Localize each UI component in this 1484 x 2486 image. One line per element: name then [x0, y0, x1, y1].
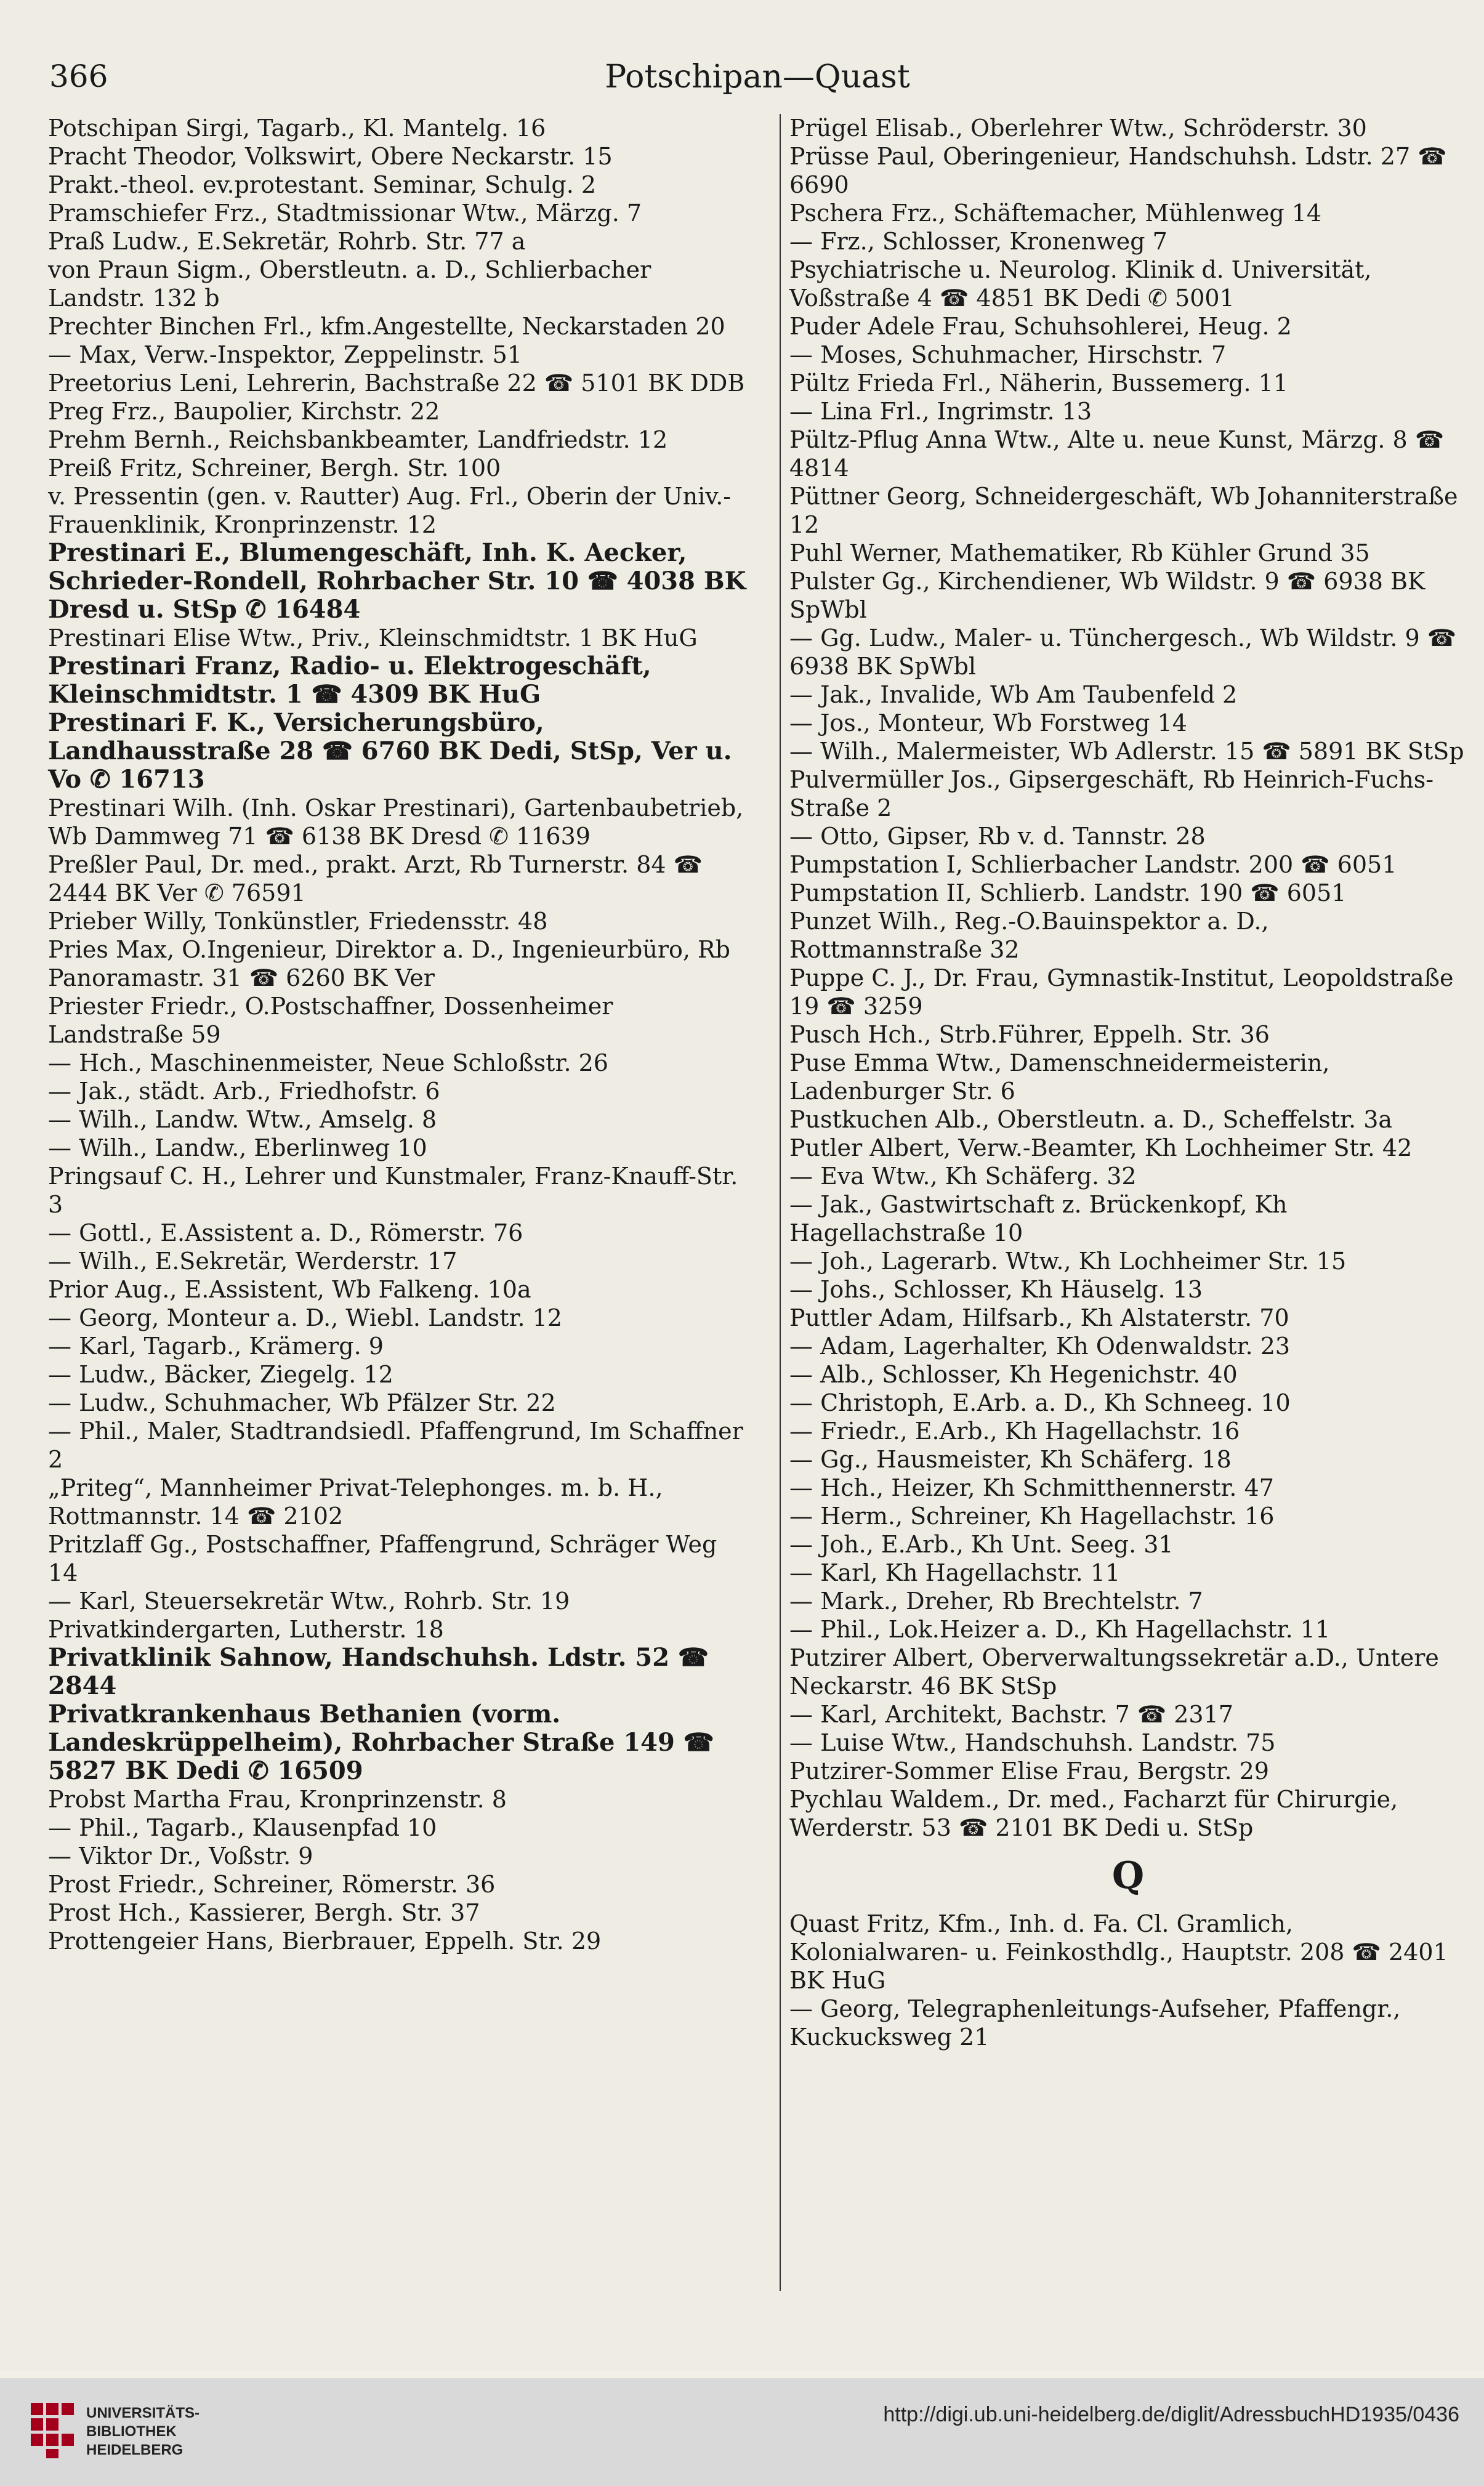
directory-entry: — Moses, Schuhmacher, Hirschstr. 7: [789, 341, 1227, 368]
directory-entry: Prakt.-theol. ev.protestant. Seminar, Schulg. 2: [48, 171, 597, 198]
directory-entry: Punzet Wilh., Reg.-O.Bauinspektor a. D., Rottmannstraße 32: [789, 908, 1269, 963]
directory-entry: — Joh., Lagerarb. Wtw., Kh Lochheimer Str. 15: [789, 1248, 1347, 1275]
directory-entry: — Viktor Dr., Voßstr. 9: [48, 1842, 313, 1870]
library-name-line: BIBLIOTHEK: [86, 2423, 177, 2440]
directory-entry: Pulvermüller Jos., Gipsergeschäft, Rb Heinrich-Fuchs-Straße 2: [789, 766, 1434, 821]
directory-entry: Psychiatrische u. Neurolog. Klinik d. Universität, Voßstraße 4 ☎ 4851 BK Dedi ✆ 5001: [789, 256, 1372, 312]
directory-entry: — Phil., Tagarb., Klausenpfad 10: [48, 1814, 437, 1841]
directory-entry: — Georg, Monteur a. D., Wiebl. Landstr. 12: [48, 1304, 562, 1331]
directory-entry: Pulster Gg., Kirchendiener, Wb Wildstr. 9 ☎ 6938 BK SpWbl: [789, 568, 1426, 623]
directory-entry: Pramschiefer Frz., Stadtmissionar Wtw., Märzg. 7: [48, 200, 642, 227]
library-name-line: UNIVERSITÄTS-: [86, 2405, 200, 2421]
directory-entry: Pustkuchen Alb., Oberstleutn. a. D., Scheffelstr. 3a: [789, 1106, 1393, 1133]
library-logo-icon: [31, 2403, 74, 2458]
directory-entry: — Johs., Schlosser, Kh Häuselg. 13: [789, 1276, 1203, 1303]
directory-entry: Potschipan Sirgi, Tagarb., Kl. Mantelg. 16: [48, 115, 546, 142]
directory-entry: — Gg., Hausmeister, Kh Schäferg. 18: [789, 1446, 1232, 1473]
directory-entry: Pschera Frz., Schäftemacher, Mühlenweg 14: [789, 200, 1322, 227]
directory-entry: Putzirer-Sommer Elise Frau, Bergstr. 29: [789, 1758, 1269, 1785]
directory-entry: Preetorius Leni, Lehrerin, Bachstraße 22 ☎ 5101 BK DDB: [48, 369, 745, 397]
directory-entry: Privatklinik Sahnow, Handschuhsh. Ldstr. 52 ☎ 2844: [48, 1643, 709, 1700]
directory-entry: — Gg. Ludw., Maler- u. Tünchergesch., Wb Wildstr. 9 ☎ 6938 BK SpWbl: [789, 624, 1457, 680]
directory-entry: Prottengeier Hans, Bierbrauer, Eppelh. Str. 29: [48, 1927, 602, 1955]
directory-entry: Prestinari Elise Wtw., Priv., Kleinschmidtstr. 1 BK HuG: [48, 624, 698, 652]
directory-entry: — Herm., Schreiner, Kh Hagellachstr. 16: [789, 1503, 1275, 1530]
directory-entry: Pychlau Waldem., Dr. med., Facharzt für Chirurgie, Werderstr. 53 ☎ 2101 BK Dedi u. StSp: [789, 1786, 1398, 1841]
directory-entry: von Praun Sigm., Oberstleutn. a. D., Schlierbacher Landstr. 132 b: [48, 256, 651, 312]
directory-entry: — Ludw., Bäcker, Ziegelg. 12: [48, 1361, 393, 1388]
directory-entry: — Max, Verw.-Inspektor, Zeppelinstr. 51: [48, 341, 522, 368]
directory-entry: Prehm Bernh., Reichsbankbeamter, Landfriedstr. 12: [48, 426, 668, 453]
directory-entry: Pumpstation II, Schlierb. Landstr. 190 ☎ 6051: [789, 879, 1347, 906]
footer-bar: [0, 2378, 1484, 2486]
directory-entry: Prestinari Franz, Radio- u. Elektrogeschäft, Kleinschmidtstr. 1 ☎ 4309 BK HuG: [48, 652, 651, 709]
directory-entry: Prieber Willy, Tonkünstler, Friedensstr. 48: [48, 908, 548, 935]
directory-entry: — Ludw., Schuhmacher, Wb Pfälzer Str. 22: [48, 1389, 556, 1416]
directory-entry: Prior Aug., E.Assistent, Wb Falkeng. 10a: [48, 1276, 531, 1303]
directory-entry: — Wilh., Malermeister, Wb Adlerstr. 15 ☎ 5891 BK StSp: [789, 738, 1464, 765]
directory-entry: Preiß Fritz, Schreiner, Bergh. Str. 100: [48, 454, 501, 482]
directory-entry: — Joh., E.Arb., Kh Unt. Seeg. 31: [789, 1531, 1174, 1558]
directory-entry: Preg Frz., Baupolier, Kirchstr. 22: [48, 398, 440, 425]
directory-entry: — Karl, Tagarb., Krämerg. 9: [48, 1333, 384, 1360]
directory-entry: — Phil., Lok.Heizer a. D., Kh Hagellachstr. 11: [789, 1616, 1331, 1643]
directory-entry: Püttner Georg, Schneidergeschäft, Wb Johanniterstraße 12: [789, 483, 1458, 538]
directory-entry: Praß Ludw., E.Sekretär, Rohrb. Str. 77 a: [48, 228, 526, 255]
directory-entry: Priester Friedr., O.Postschaffner, Dossenheimer Landstraße 59: [48, 993, 613, 1048]
source-url-link[interactable]: http://digi.ub.uni-heidelberg.de/diglit/AdressbuchHD1935/0436: [883, 2403, 1459, 2426]
directory-entry: — Adam, Lagerhalter, Kh Odenwaldstr. 23: [789, 1333, 1291, 1360]
directory-entry: Putzirer Albert, Oberverwaltungssekretär a.D., Untere Neckarstr. 46 BK StSp: [789, 1644, 1439, 1700]
directory-entry: — Georg, Telegraphenleitungs-Aufseher, Pfaffengr., Kuckucksweg 21: [789, 1995, 1401, 2051]
directory-entry: — Jos., Monteur, Wb Forstweg 14: [789, 709, 1187, 737]
directory-entry: — Otto, Gipser, Rb v. d. Tannstr. 28: [789, 823, 1206, 850]
directory-entry: Puppe C. J., Dr. Frau, Gymnastik-Institut, Leopoldstraße 19 ☎ 3259: [789, 964, 1454, 1020]
directory-entry: Pültz Frieda Frl., Näherin, Bussemerg. 11: [789, 369, 1288, 397]
directory-entry: Quast Fritz, Kfm., Inh. d. Fa. Cl. Gramlich, Kolonialwaren- u. Feinkosthdlg., Hauptstr. 208 ☎ 2401 BK HuG: [789, 1910, 1448, 1994]
page-header: [49, 59, 1466, 102]
library-name-line: HEIDELBERG: [86, 2442, 183, 2458]
directory-entry: — Wilh., Landw. Wtw., Amselg. 8: [48, 1106, 437, 1133]
directory-entry: — Jak., städt. Arb., Friedhofstr. 6: [48, 1078, 440, 1105]
directory-entry: Puse Emma Wtw., Damenschneidermeisterin, Ladenburger Str. 6: [789, 1049, 1330, 1105]
directory-entry: — Karl, Kh Hagellachstr. 11: [789, 1559, 1121, 1586]
directory-entry: Prestinari F. K., Versicherungsbüro, Landhausstraße 28 ☎ 6760 BK Dedi, StSp, Ver u. Vo ✆ 16713: [48, 708, 732, 794]
directory-entry: Prestinari Wilh. (Inh. Oskar Prestinari), Gartenbaubetrieb, Wb Dammweg 71 ☎ 6138 BK Dresd ✆ 11639: [48, 794, 744, 850]
directory-entry: — Phil., Maler, Stadtrandsiedl. Pfaffengrund, Im Schaffner 2: [48, 1418, 743, 1473]
directory-entry: Puhl Werner, Mathematiker, Rb Kühler Grund 35: [789, 539, 1370, 567]
directory-entry: Privatkindergarten, Lutherstr. 18: [48, 1616, 444, 1643]
right-column: [789, 114, 1467, 2051]
left-column: [48, 114, 750, 1955]
directory-entry: — Jak., Invalide, Wb Am Taubenfeld 2: [789, 681, 1238, 708]
directory-entry: — Christoph, E.Arb. a. D., Kh Schneeg. 10: [789, 1389, 1291, 1416]
directory-entry: Prost Friedr., Schreiner, Römerstr. 36: [48, 1871, 496, 1898]
column-divider: [780, 114, 781, 2291]
directory-entry: Putler Albert, Verw.-Beamter, Kh Lochheimer Str. 42: [789, 1134, 1413, 1161]
directory-entry: Prestinari E., Blumengeschäft, Inh. K. Aecker, Schrieder-Rondell, Rohrbacher Str. 10 ☎ 4038 BK Dresd u. StSp ✆ 16484: [48, 538, 746, 624]
library-name: [86, 2404, 200, 2460]
page-title: Potschipan—Quast: [605, 59, 910, 95]
directory-entry: — Alb., Schlosser, Kh Hegenichstr. 40: [789, 1361, 1238, 1388]
directory-entry: — Jak., Gastwirtschaft z. Brückenkopf, Kh Hagellachstraße 10: [789, 1191, 1288, 1246]
directory-entry: Prügel Elisab., Oberlehrer Wtw., Schröderstr. 30: [789, 115, 1367, 142]
page-number: 366: [49, 59, 108, 94]
section-letter: Q: [1111, 1854, 1145, 1897]
directory-entry: — Karl, Steuersekretär Wtw., Rohrb. Str. 19: [48, 1588, 570, 1615]
directory-entry: — Frz., Schlosser, Kronenweg 7: [789, 228, 1167, 255]
directory-entry: — Lina Frl., Ingrimstr. 13: [789, 398, 1092, 425]
directory-entry: — Eva Wtw., Kh Schäferg. 32: [789, 1163, 1137, 1190]
directory-entry: Pringsauf C. H., Lehrer und Kunstmaler, Franz-Knauff-Str. 3: [48, 1163, 738, 1218]
directory-entry: Pumpstation I, Schlierbacher Landstr. 200 ☎ 6051: [789, 851, 1397, 878]
directory-entry: Pritzlaff Gg., Postschaffner, Pfaffengrund, Schräger Weg 14: [48, 1531, 717, 1586]
directory-entry: v. Pressentin (gen. v. Rautter) Aug. Frl., Oberin der Univ.-Frauenklinik, Kronprinzenstr. 12: [48, 483, 732, 538]
directory-entry: — Mark., Dreher, Rb Brechtelstr. 7: [789, 1588, 1203, 1615]
directory-entry: Prüsse Paul, Oberingenieur, Handschuhsh. Ldstr. 27 ☎ 6690: [789, 143, 1447, 198]
directory-entry: Pültz-Pflug Anna Wtw., Alte u. neue Kunst, Märzg. 8 ☎ 4814: [789, 426, 1445, 482]
directory-entry: Pries Max, O.Ingenieur, Direktor a. D., Ingenieurbüro, Rb Panoramastr. 31 ☎ 6260 BK Ver: [48, 936, 730, 991]
directory-entry: — Gottl., E.Assistent a. D., Römerstr. 76: [48, 1219, 523, 1246]
directory-entry: Pusch Hch., Strb.Führer, Eppelh. Str. 36: [789, 1021, 1270, 1048]
directory-entry: Privatkrankenhaus Bethanien (vorm. Landeskrüppelheim), Rohrbacher Straße 149 ☎ 5827 BK Dedi ✆ 16509: [48, 1700, 714, 1785]
directory-entry: — Wilh., Landw., Eberlinweg 10: [48, 1134, 427, 1161]
directory-entry: Prechter Binchen Frl., kfm.Angestellte, Neckarstaden 20: [48, 313, 725, 340]
directory-entry: — Hch., Maschinenmeister, Neue Schloßstr. 26: [48, 1049, 608, 1076]
directory-entry: — Wilh., E.Sekretär, Werderstr. 17: [48, 1248, 458, 1275]
directory-entry: „Priteg“, Mannheimer Privat-Telephonges. m. b. H., Rottmannstr. 14 ☎ 2102: [48, 1474, 663, 1530]
directory-entry: — Friedr., E.Arb., Kh Hagellachstr. 16: [789, 1418, 1240, 1445]
directory-entry: Probst Martha Frau, Kronprinzenstr. 8: [48, 1786, 507, 1813]
directory-entry: Prost Hch., Kassierer, Bergh. Str. 37: [48, 1899, 480, 1926]
directory-entry: Pracht Theodor, Volkswirt, Obere Neckarstr. 15: [48, 143, 613, 170]
directory-entry: Puder Adele Frau, Schuhsohlerei, Heug. 2: [789, 313, 1292, 340]
directory-entry: Preßler Paul, Dr. med., prakt. Arzt, Rb Turnerstr. 84 ☎ 2444 BK Ver ✆ 76591: [48, 851, 703, 906]
directory-entry: — Hch., Heizer, Kh Schmitthennerstr. 47: [789, 1474, 1274, 1501]
directory-entry: Puttler Adam, Hilfsarb., Kh Alstaterstr. 70: [789, 1304, 1289, 1331]
directory-entry: — Karl, Architekt, Bachstr. 7 ☎ 2317: [789, 1701, 1233, 1728]
directory-entry: — Luise Wtw., Handschuhsh. Landstr. 75: [789, 1729, 1276, 1756]
